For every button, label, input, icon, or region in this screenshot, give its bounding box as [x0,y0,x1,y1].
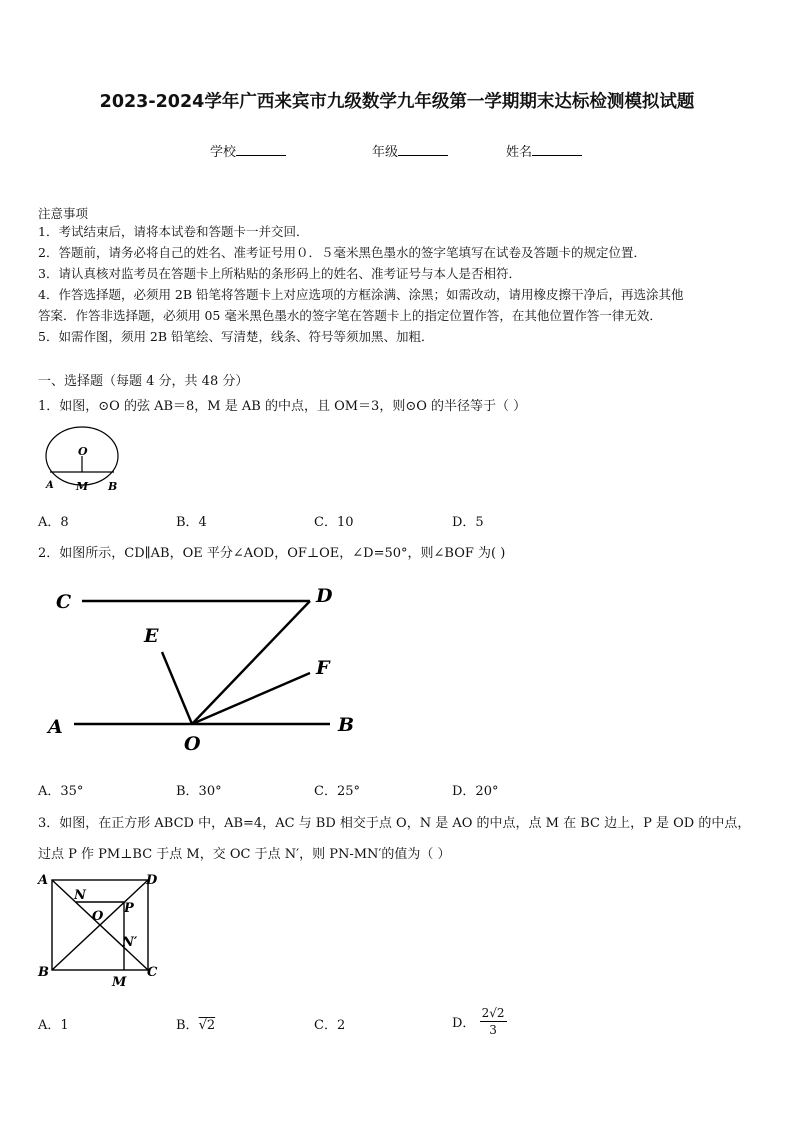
label-b: B [338,714,355,736]
notice-item-3: 3．请认真核对监考员在答题卡上所粘贴的条形码上的姓名、准考证号与本人是否相符． [38,266,521,281]
q3-option-d-label: D． [452,1016,476,1031]
name-label: 姓名 [506,145,533,160]
grade-label: 年级 [372,145,399,160]
q3-option-a: A．1 [38,1018,69,1033]
line-of [192,673,310,724]
q1-option-b: B．4 [176,515,207,530]
label-n: N [74,888,86,903]
fraction-denominator: 3 [489,1023,497,1037]
label-f: F [316,657,330,679]
notice-item-4: 4．作答选择题，必须用 2B 铅笔将答题卡上对应选项的方框涂满、涂黑；如需改动，请用橡皮擦干净后，再选涂其他 [38,287,684,302]
q3-option-b-math: √2 [198,1018,216,1033]
section-heading: 一、选择题（每题 4 分，共 48 分） [38,374,249,389]
q3-stem-line2: 过点 P 作 PM⊥BC 于点 M，交 OC 于点 N′，则 PN-MN′的值为（ ） [38,847,451,862]
label-a: A [38,873,49,888]
school-field [210,141,286,160]
name-field [506,141,582,160]
q3-option-c: C．2 [314,1018,346,1033]
q3-option-b [176,1014,215,1033]
q3-figure [34,868,164,990]
label-p: P [124,901,134,916]
notice-item-4-cont: 答案．作答非选择题，必须用 05 毫米黑色墨水的签字笔在答题卡上的指定位置作答，在其他位置作答一律无效． [38,308,662,323]
label-n-prime: N′ [122,935,138,950]
label-o: O [184,733,201,755]
label-o: O [78,445,88,458]
q1-figure [40,422,130,494]
fraction-numerator: 2√2 [481,1006,505,1020]
notice-item-1: 1．考试结束后，请将本试卷和答题卡一并交回． [38,224,309,239]
label-a: A [48,716,63,738]
q2-option-c: C．25° [314,784,360,799]
label-e: E [144,625,159,647]
q1-option-a: A．8 [38,515,69,530]
q2-option-b: B．30° [176,784,222,799]
notice-item-2: 2．答题前，请务必将自己的姓名、准考证号用０．５毫米黑色墨水的签字笔填写在试卷及答题卡的规定位置． [38,245,646,260]
q2-stem: 2．如图所示，CD∥AB，OE 平分∠AOD，OF⊥OE，∠D=50°，则∠BOF 为( ) [38,546,506,561]
line-od [192,601,310,724]
q2-option-d: D．20° [452,784,499,799]
q2-option-a: A．35° [38,784,84,799]
label-d: D [146,873,158,888]
label-m: M [76,480,89,493]
label-c: C [147,965,158,980]
label-c: C [56,591,72,613]
grade-field [372,141,448,160]
page-title: 2023-2024学年广西来宾市九级数学九年级第一学期期末达标检测模拟试题 [99,92,695,112]
school-label: 学校 [210,145,237,160]
notice-heading: 注意事项 [38,206,89,221]
q1-option-c: C．10 [314,515,354,530]
label-o: O [92,909,104,924]
label-d: D [316,585,333,607]
q1-option-d: D．5 [452,515,484,530]
q3-option-b-label: B． [176,1018,199,1033]
q3-option-d-fraction [480,1005,507,1038]
q1-stem: 1．如图，⊙O 的弦 AB＝8，M 是 AB 的中点，且 OM＝3，则⊙O 的半径等于（ ） [38,399,527,414]
q2-figure [40,580,370,755]
school-blank [236,143,286,156]
label-b: B [108,480,118,493]
grade-blank [398,143,448,156]
label-b: B [38,965,49,980]
q3-option-d [452,1005,507,1038]
notice-item-5: 5．如需作图，须用 2B 铅笔绘、写清楚，线条、符号等须加黑、加粗． [38,329,434,344]
label-m: M [112,975,127,990]
line-oe [162,652,192,724]
q3-stem-line1: 3．如图，在正方形 ABCD 中，AB=4，AC 与 BD 相交于点 O，N 是 AO 的中点，点 M 在 BC 边上，P 是 OD 的中点， [38,816,751,831]
label-a: A [46,480,54,491]
name-blank [532,143,582,156]
